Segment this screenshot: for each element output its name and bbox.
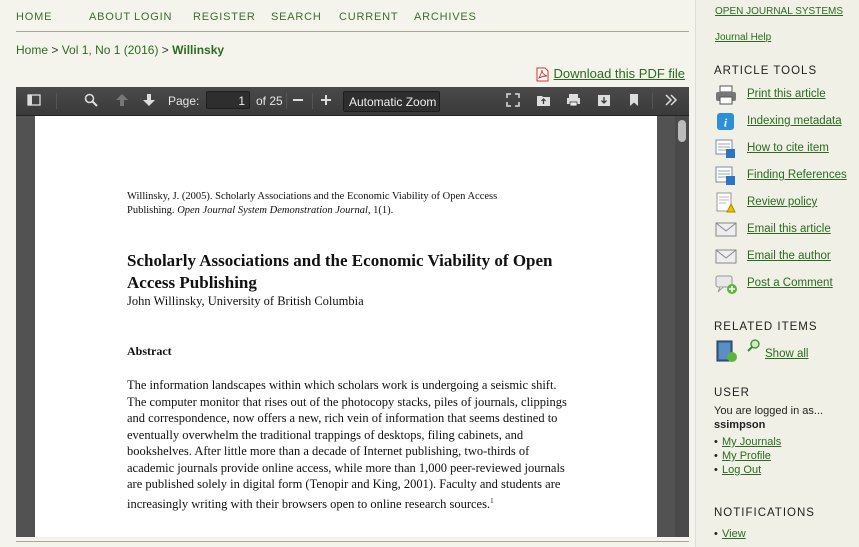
sidebar (695, 0, 859, 547)
footnote-mark: 1 (490, 496, 494, 505)
paper-author: John Willinsky, University of British Columbia (127, 294, 364, 308)
nav-login[interactable]: LOGIN (134, 11, 173, 23)
tool-label: How to cite item (747, 142, 829, 154)
user-heading: USER (714, 387, 750, 399)
tool-label: Finding References (747, 169, 847, 181)
zoom-select[interactable]: Automatic Zoom (343, 91, 440, 112)
tool-label: Review policy (747, 196, 818, 208)
pdf-toolbar (16, 87, 689, 116)
tool-review-policy[interactable] (714, 192, 854, 214)
info-icon (714, 111, 738, 133)
comment-icon (714, 273, 738, 295)
pdf-scrollbar[interactable] (675, 116, 689, 537)
toolbar-divider (286, 93, 287, 109)
tool-post-comment[interactable] (714, 273, 854, 295)
printer-icon (714, 84, 738, 106)
tool-label: Print this article (747, 88, 826, 100)
nav-current[interactable]: CURRENT (339, 11, 399, 23)
page-label: Page: (168, 94, 200, 108)
top-navigation (16, 11, 689, 32)
nav-home[interactable]: HOME (16, 11, 53, 23)
divider (16, 541, 689, 542)
tools-menu-icon[interactable] (664, 93, 678, 109)
log-out-link[interactable] (722, 464, 761, 476)
citation-volume: , 1(1). (367, 205, 394, 216)
zoom-in-icon[interactable] (320, 93, 332, 109)
breadcrumb (16, 43, 224, 57)
page-total: of 25 (256, 94, 283, 108)
abstract-heading: Abstract (127, 344, 172, 358)
bookmark-icon[interactable] (628, 93, 640, 109)
toolbar-divider (652, 93, 653, 109)
nav-register[interactable]: REGISTER (193, 11, 256, 23)
my-profile-label: My Profile (722, 450, 771, 462)
svg-text:i: i (723, 115, 728, 130)
tool-label: Post a Comment (747, 277, 833, 289)
breadcrumb-home[interactable]: Home (16, 43, 49, 57)
related-show-all[interactable] (714, 340, 854, 362)
tool-email-article[interactable] (714, 219, 854, 241)
tool-finding-references[interactable] (714, 165, 854, 187)
cite-icon (714, 138, 738, 160)
sidebar-toggle-icon[interactable] (27, 93, 41, 109)
username: ssimpson (714, 419, 766, 431)
notifications-heading: NOTIFICATIONS (714, 507, 815, 519)
nav-search[interactable]: SEARCH (271, 11, 322, 23)
nav-about[interactable]: ABOUT (89, 11, 131, 23)
pdf-file-icon (536, 67, 548, 81)
previous-page-icon[interactable] (115, 93, 129, 109)
show-all-link: Show all (765, 348, 809, 360)
email-author-icon (714, 246, 738, 268)
tool-label: Indexing metadata (747, 115, 842, 127)
toolbar-divider (56, 93, 57, 109)
pdf-page-area[interactable] (16, 116, 689, 537)
tool-indexing-metadata[interactable] (714, 111, 854, 133)
find-references-icon (714, 165, 738, 187)
pdf-page (35, 116, 657, 537)
tool-label: Email the author (747, 250, 831, 262)
my-profile-link[interactable] (722, 450, 771, 462)
citation-text: Publishing. (127, 205, 178, 216)
print-icon[interactable] (566, 93, 581, 109)
download-pdf-label: Download this PDF file (553, 66, 685, 81)
nav-archives[interactable]: ARCHIVES (414, 11, 477, 23)
citation (127, 190, 547, 218)
fullscreen-icon[interactable] (506, 93, 520, 109)
journal-help-link[interactable]: Journal Help (715, 32, 772, 43)
breadcrumb-separator: > (161, 43, 169, 57)
notifications-view-link[interactable] (722, 528, 746, 540)
search-related-icon (746, 338, 762, 354)
review-policy-icon (714, 192, 738, 214)
book-icon (714, 340, 738, 362)
citation-journal: Open Journal System Demonstration Journal (177, 205, 368, 216)
pdf-viewer (16, 87, 689, 537)
breadcrumb-separator: > (51, 43, 59, 57)
my-journals-link[interactable] (722, 436, 781, 448)
breadcrumb-issue[interactable]: Vol 1, No 1 (2016) (61, 43, 159, 57)
email-icon (714, 219, 738, 241)
open-file-icon[interactable] (536, 93, 551, 109)
search-icon[interactable] (84, 93, 98, 109)
notifications-view-label: View (722, 528, 746, 540)
ojs-link[interactable]: OPEN JOURNAL SYSTEMS (715, 6, 843, 17)
abstract-text: The information landscapes within which scholars work is undergoing a seismic shift. The computer monitor that rises out of the photocopy stacks, piles of journals, clippings and correspondence, now offers a new, rich vein of information that seems destined to eventually overwhelm the traditional trappings of desktops, filing cabinets, and bookshelves. After little more than a decade of Internet publishing, two-thirds of academic journals provide online access, while more than 1,000 peer-reviewed journals are published solely in digital form (Tenopir and King, 2001). Faculty and students are increasingly writing with their browsers open to online research sources. (127, 378, 567, 511)
scrollbar-thumb[interactable] (678, 120, 686, 142)
article-tools-heading: ARTICLE TOOLS (714, 65, 818, 77)
logged-in-text: You are logged in as... (714, 405, 824, 417)
log-out-label: Log Out (722, 464, 762, 476)
tool-label: Email this article (747, 223, 831, 235)
zoom-out-icon[interactable] (292, 93, 304, 109)
download-icon[interactable] (597, 93, 611, 109)
page-number-input[interactable]: 1 (206, 91, 250, 109)
tool-email-author[interactable] (714, 246, 854, 268)
abstract-body (127, 377, 577, 512)
related-items-heading: RELATED ITEMS (714, 321, 818, 333)
my-journals-label: My Journals (722, 436, 782, 448)
paper-title: Scholarly Associations and the Economic Viability of Open Access Publishing (127, 251, 553, 292)
tool-cite[interactable] (714, 138, 854, 160)
citation-line: Willinsky, J. (2005). Scholarly Associations and the Economic Viability of Open Access (127, 191, 498, 202)
download-pdf-link[interactable] (536, 66, 686, 81)
breadcrumb-current[interactable]: Willinsky (172, 43, 225, 57)
next-page-icon[interactable] (142, 93, 156, 109)
tool-print[interactable] (714, 84, 854, 106)
toolbar-divider (312, 93, 313, 109)
